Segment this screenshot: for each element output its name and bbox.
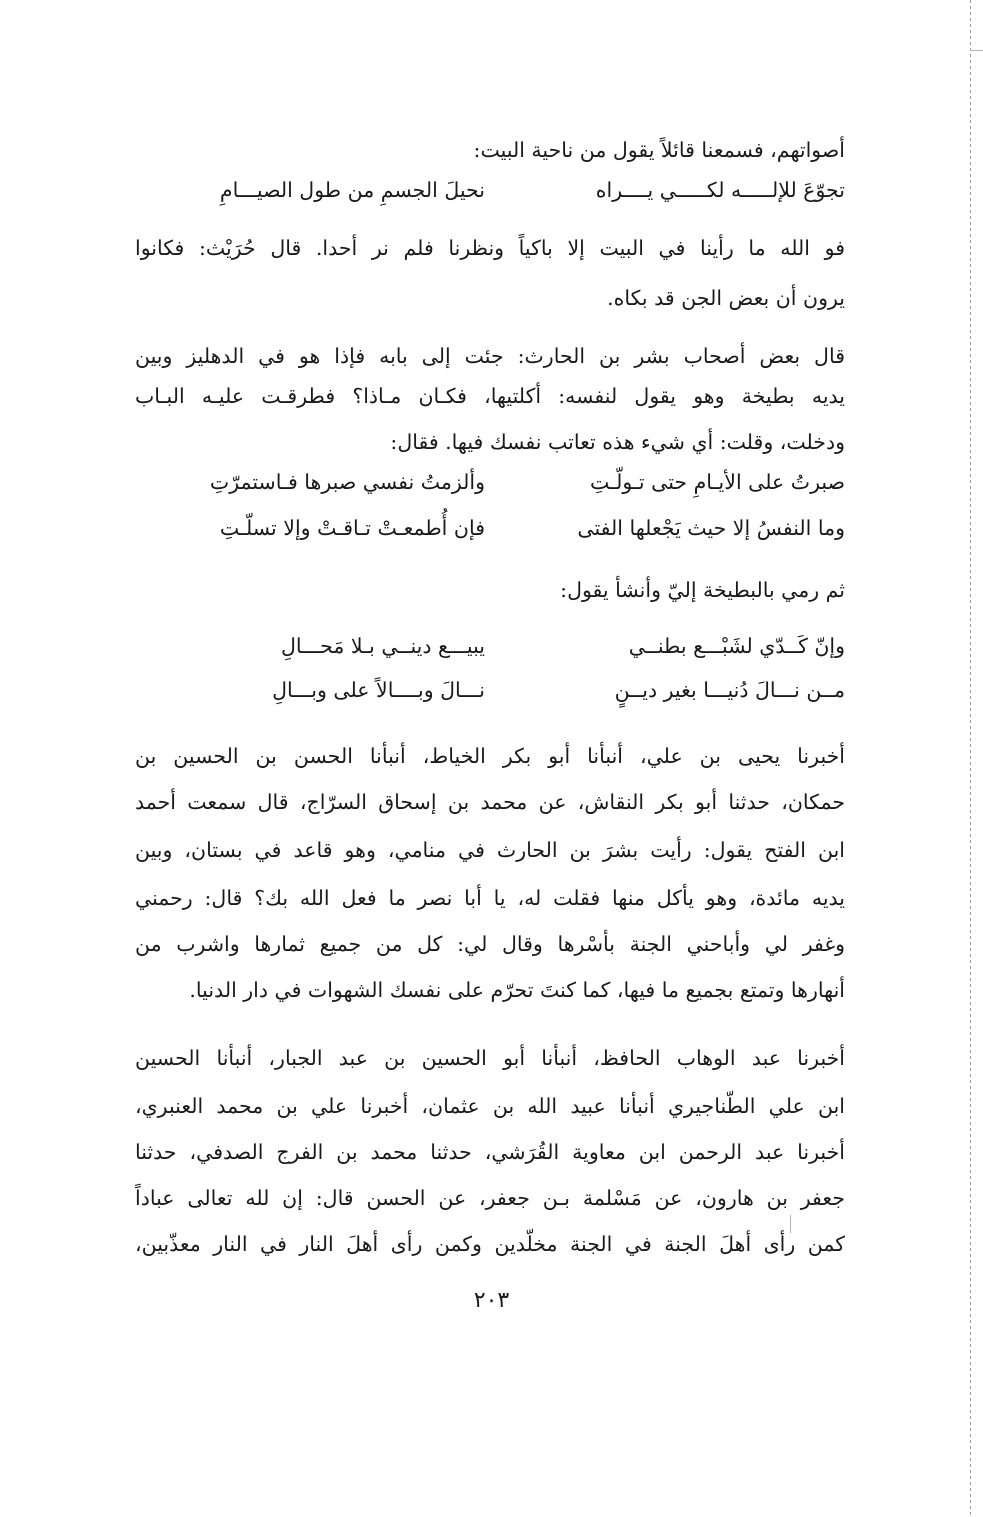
text-line: ابن الفتح يقول: رأيت بشرَ بن الحارث في منامي، وهو قاعد في بستان، وبين [135,838,845,862]
text-line: فو الله ما رأينا في البيت إلا باكياً ونظرنا فلم نر أحدا. قال حُرَيْث: فكانوا [135,236,845,260]
text-line: أخبرنا عبد الرحمن ابن معاوية القُرَشي، حدثنا محمد بن الفرج الصدفي، حدثنا [135,1140,845,1164]
text-line: يديه بطيخة وهو يقول لنفسه: أكلتيها، فكـان مـاذا؟ فطرقـت عليـه البـاب [135,384,845,408]
text-line: ودخلت، وقلت: أي شيء هذه تعاتب نفسك فيها. فقال: [390,430,845,454]
verse-first-hemistich: وإنّ كَــدّي لشَبْـــع بطنــي [628,634,845,658]
text-line: وغفر لي وأباحني الجنة بأسْرها وقال لي: كل من جميع ثمارها واشرب من [135,932,845,956]
verse-first-hemistich: صبرتُ على الأيـامِ حتى تـولّـتِ [589,470,845,494]
text-line: أنهارها وتمتع بجميع ما فيها، كما كنتَ تحرّم على نفسك الشهوات في دار الدنيا. [189,978,845,1002]
verse-first-hemistich: تجوّعَ للإلـــــه لكـــــي يــــراه [595,178,845,202]
text-line: أخبرنا عبد الوهاب الحافظ، أنبأنا أبو الحسين بن عبد الجبار، أنبأنا الحسين [135,1046,845,1070]
verse-second-hemistich: وألزمتُ نفسي صبرها فـاستمرّتِ [209,470,485,494]
text-line: يرون أن بعض الجن قد بكاه. [607,286,845,310]
text-line: كمن رأى أهلَ الجنة في الجنة مخلّدين وكمن رأى أهلَ النار في النار معذّبين، [135,1232,845,1256]
verse-second-hemistich: نحيلَ الجسمِ من طول الصيـــامِ [219,178,485,202]
verse-first-hemistich: مــن نـــالَ دُنيـــا بغير ديــنٍ [614,678,845,702]
verse-first-hemistich: وما النفسُ إلا حيث يَجْعلها الفتى [577,516,845,540]
text-line: يديه مائدة، وهو يأكل منها فقلت له، يا أبا نصر ما فعل الله بك؟ قال: رحمني [135,886,845,910]
text-line: قال بعض أصحاب بشر بن الحارث: جئت إلى بابه فإذا هو في الدهليز وبين [135,344,845,368]
text-line: أصواتهم، فسمعنا قائلاً يقول من ناحية البيت: [473,138,845,162]
scan-mark [970,50,983,51]
text-line: ابن علي الطّناجيري أنبأنا عبيد الله بن عثمان، أخبرنا علي بن محمد العنبري، [135,1094,845,1118]
verse-second-hemistich: يبيـــع دينــي بـلا مَحـــالِ [281,634,485,658]
text-line: جعفر بن هارون، عن مَسْلمة بـن جعفر، عن الحسن قال: إن لله تعالى عباداً [135,1186,845,1210]
text-line: حمكان، حدثنا أبو بكر النقاش، عن محمد بن إسحاق السرّاج، قال سمعت أحمد [135,790,845,814]
verse-second-hemistich: فإن أُطمعـتْ تـاقـتْ وإلا تسلّـتِ [219,516,485,540]
text-line: أخبرنا يحيى بن علي، أنبأنا أبو بكر الخياط، أنبأنا الحسن بن الحسين بن [135,744,845,768]
page-number: ٢٠٣ [473,1288,510,1313]
text-line: ثم رمي بالبطيخة إليّ وأنشأ يقول: [560,578,845,602]
verse-second-hemistich: نـــالَ وبــــالاً على وبـــالِ [272,678,485,702]
